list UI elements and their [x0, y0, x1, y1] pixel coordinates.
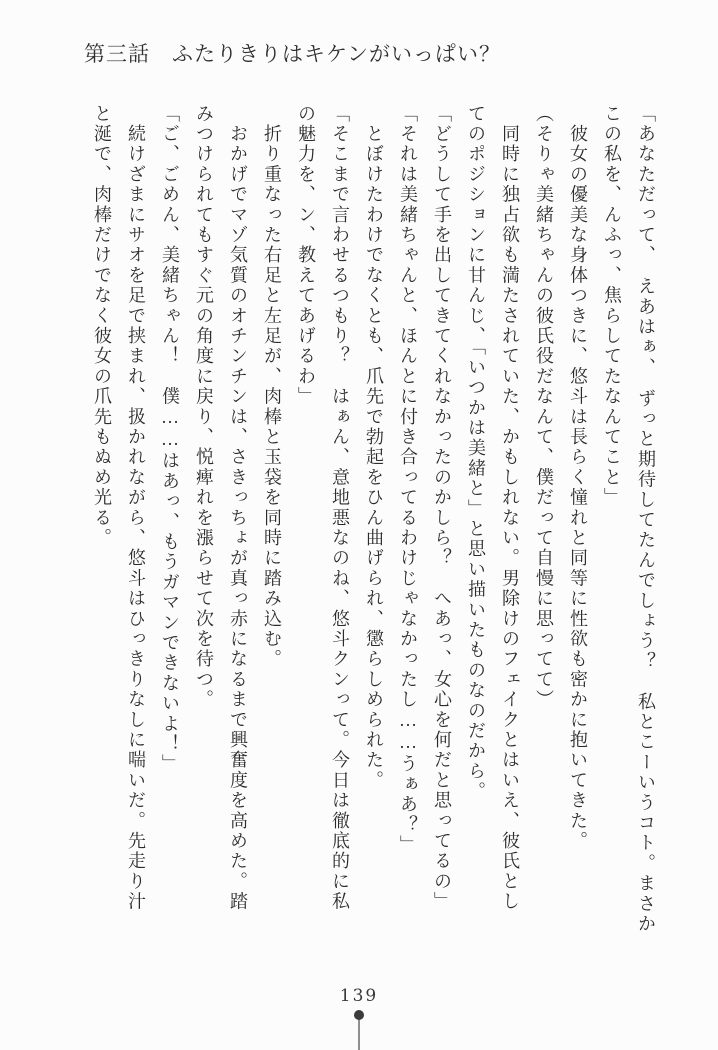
chapter-header: 第三話 ふたりきりはキケンがいっぱい？ [84, 42, 501, 66]
text-column: 「あなただって、 えあはぁ、 ずっと期待してたんでしょう？ 私とこーいうコト。まさか [636, 104, 656, 935]
page-footer [0, 986, 718, 1050]
text-column: 続けざまにサオを足で挟まれ、扱かれながら、悠斗はひっきりなしに喘いだ。先走り汁 [126, 104, 146, 912]
text-column: とぼけたわけでなくとも、爪先で勃起をひん曲げられ、懲らしめられた。 [364, 104, 384, 791]
page-number: 139 [339, 986, 379, 1006]
ornament-dot-icon [354, 1010, 364, 1020]
text-columns [85, 104, 663, 956]
text-column: 同時に独占欲も満たされていた、かもしれない。男除けのフェイクとはいえ、彼氏とし [500, 104, 520, 912]
ornament-line [358, 1019, 360, 1050]
text-column: 「どうして手を出してきてくれなかったのかしら？ へあっ、女心を何だと思ってるの」 [432, 104, 452, 912]
text-column: 「ご、ごめん、美緒ちゃん！ 僕……はあっ、もうガマンできないよ！」 [160, 104, 180, 775]
text-column: てのポジションに甘んじ、「いつかは美緒と」と思い描いたものなのだから。 [466, 104, 486, 802]
text-column: みつけられてもすぐ元の角度に戻り、悦痺れを漲らせて次を待つ。 [194, 104, 214, 710]
text-column: 彼女の優美な身体つきに、悠斗は長らく憧れと同等に性欲も密かに抱いてきた。 [568, 104, 588, 852]
text-column: と涎で、肉棒だけでなく彼女の爪先もぬめ光る。 [92, 104, 112, 549]
text-column: の魅力を、ン、教えてあげるわ」 [296, 104, 316, 407]
text-column: 「それは美緒ちゃんと、ほんとに付き合ってるわけじゃなかったし……うぁあ？」 [398, 104, 418, 856]
text-column: この私を、んふっ、焦らしてたなんてこと」 [602, 104, 622, 508]
text-column: （そりゃ美緒ちゃんの彼氏役だなんて、僕だって自慢に思ってて） [534, 104, 554, 710]
text-column: 「そこまで言わせるつもり？ はぁん、意地悪なのね、悠斗クンって。今日は徹底的に私 [330, 104, 350, 912]
text-column: おかげでマゾ気質のオチンチンは、さきっちょが真っ赤になるまで興奮度を高めた。踏 [228, 104, 248, 912]
text-column: 折り重なった右足と左足が、肉棒と玉袋を同時に踏み込む。 [262, 104, 282, 670]
